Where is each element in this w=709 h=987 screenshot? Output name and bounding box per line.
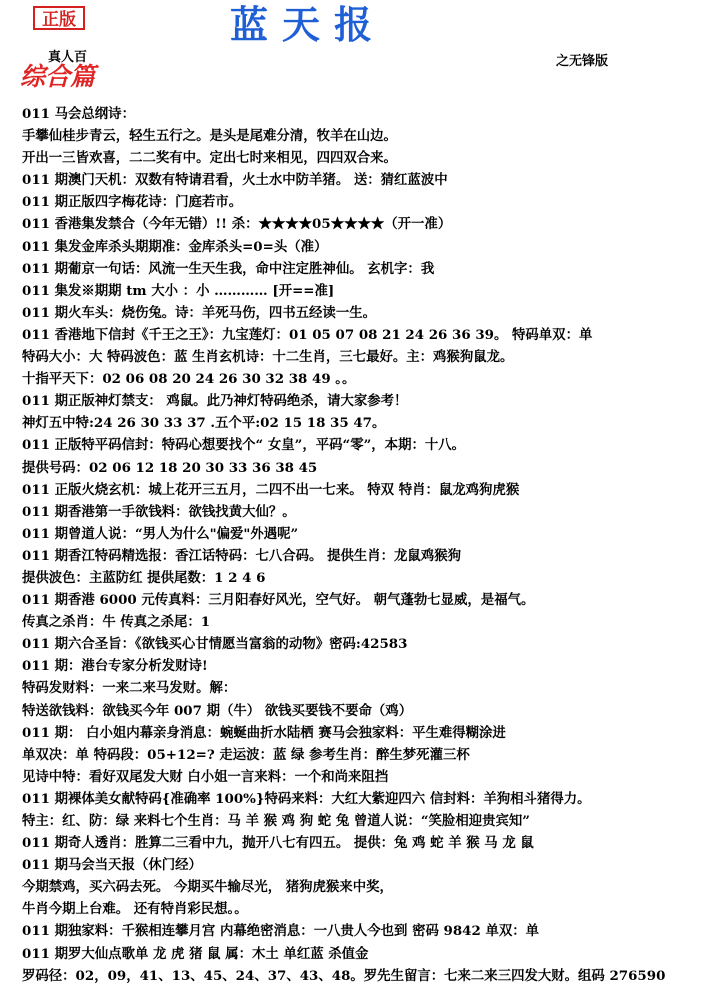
- text-line: 011 期奇人透肖：胜算二三看中九，抛开八七有四五。 提供：兔 鸡 蛇 羊 猴 马 龙 鼠: [22, 835, 534, 852]
- text-line: 011 正版火烧玄机：城上花开三五月，二四不出一七来。 特双 特肖：鼠龙鸡狗虎猴: [22, 481, 520, 498]
- text-line: 单双决：单 特码段：05+12=? 走运波：蓝 绿 参考生肖：醉生梦死灌三杯: [22, 746, 470, 763]
- text-line: 011 集发金库杀头期期准：金库杀头=0=头（准）: [22, 238, 328, 255]
- text-line: 011 期葡京一句话：风流一生天生我，命中注定胜神仙。 玄机字：我: [22, 260, 435, 277]
- text-line: 011 正版特平码信封：特码心想要找个“ 女皇”，平码“零”，本期：十八。: [22, 437, 466, 454]
- text-line: 011 集发※期期 tm 大小 ：小 ………… [开==准]: [22, 282, 335, 299]
- page-title: 蓝天报: [230, 2, 387, 47]
- subtitle-right: 之无锋版: [556, 54, 609, 69]
- text-line: 011 期正版神灯禁支： 鸡鼠。此乃神灯特码绝杀，请大家参考！: [22, 393, 408, 410]
- text-line: 011 期罗大仙点歌单 龙 虎 猪 鼠 属：木土 单红蓝 杀值金: [22, 945, 369, 962]
- text-line: 手攀仙桂步青云，轻生五行之。是头是尾难分清，牧羊在山边。: [22, 128, 397, 145]
- text-line: 提供波色：主蓝防红 提供尾数：1 2 4 6: [22, 569, 266, 586]
- text-line: 牛肖今期上台难。 还有特肖彩民想。。: [22, 901, 248, 918]
- text-line: 罗码径：02，09，41、13、45、24、37、43、48。罗先生留言：七来二来三四发大财。组码 276590: [22, 967, 666, 984]
- section-heading: 综合篇: [20, 62, 96, 91]
- text-line: 十指平天下：02 06 08 20 24 26 30 32 38 49 。。: [22, 371, 356, 388]
- text-line: 特码大小：大 特码波色：蓝 生肖玄机诗：十二生肖，三七最好。主：鸡猴狗鼠龙。: [22, 349, 514, 366]
- text-line: 011 期六合圣旨：《欲钱买心甘情愿当富翁的动物》密码:42583: [22, 636, 408, 653]
- text-line: 011 香港地下信封《千王之王》：九宝莲灯：01 05 07 08 21 24 26 36 39。 特码单双：单: [22, 326, 593, 343]
- text-line: 011 期裸体美女献特码{准确率 100%}特码来料：大红大紫迎四六 信封料：羊狗相斗猪得力。: [22, 790, 591, 807]
- genuine-badge: 正版: [33, 6, 85, 30]
- text-line: 传真之杀肖：牛 传真之杀尾：1: [22, 614, 211, 631]
- text-line: 011 期澳门天机：双数有特请君看，火土水中防羊猪。 送：猜红蓝波中: [22, 172, 448, 189]
- text-line: 011 马会总纲诗：: [22, 106, 135, 122]
- text-line: 011 期马会当天报（休门经）: [22, 857, 202, 874]
- text-line: 神灯五中特:24 26 30 33 37 .五个平:02 15 18 35 47。: [22, 415, 386, 432]
- text-line: 011 期香港第一手欲钱料：欲钱找黄大仙？。: [22, 503, 296, 520]
- text-line: 011 期香港 6000 元传真料：三月阳春好风光，空气好。 朝气蓬勃七显威，是福气。: [22, 592, 535, 609]
- text-line: 特主：红、防：绿 来料七个生肖：马 羊 猴 鸡 狗 蛇 兔 曾道人说：“笑脸相迎贵宾知”: [22, 813, 530, 829]
- text-body: [22, 103, 707, 987]
- text-line: 011 香港集发禁合（今年无错）!! 杀：★★★★05★★★★（开一准）: [22, 216, 452, 233]
- text-line: 特码发财料：一来二来马发财。解：: [22, 680, 237, 697]
- text-line: 今期禁鸡，买六码去死。 今期买牛输尽光， 猪狗虎猴来中奖，: [22, 879, 393, 896]
- subtitle-left: 真人百: [48, 50, 88, 65]
- text-line: 011 期香江特码精选报：香江话特码：七八合码。 提供生肖：龙鼠鸡猴狗: [22, 547, 461, 564]
- text-line: 开出一三皆欢喜，二二奖有中。定出七时来相见，四四双合来。: [22, 150, 397, 167]
- text-line: 011 期正版四字梅花诗：门庭若市。: [22, 194, 243, 211]
- text-line: 011 期独家料：千猴相连攀月宫 内幕绝密消息：一八贵人今也到 密码 9842 单双：单: [22, 923, 540, 940]
- text-line: 011 期曾道人说：“男人为什么"偏爱"外遇呢”: [22, 525, 299, 542]
- text-line: 提供号码：02 06 12 18 20 30 33 36 38 45: [22, 459, 318, 476]
- text-line: 011 期： 白小姐内幕亲身消息：蜿蜒曲折水陆栖 赛马会独家料：平生难得糊涂进: [22, 724, 506, 741]
- text-line: 011 期火车头：烧伤兔。诗：羊死马伤，四书五经读一生。: [22, 304, 376, 321]
- text-line: 见诗中特：看好双尾发大财 白小姐一言来料：一个和尚来阻挡: [22, 768, 389, 785]
- text-line: 特送欲钱料：欲钱买今年 007 期（牛） 欲钱买要钱不要命（鸡）: [22, 702, 413, 719]
- text-line: 011 期：港台专家分析发财诗!: [22, 658, 208, 675]
